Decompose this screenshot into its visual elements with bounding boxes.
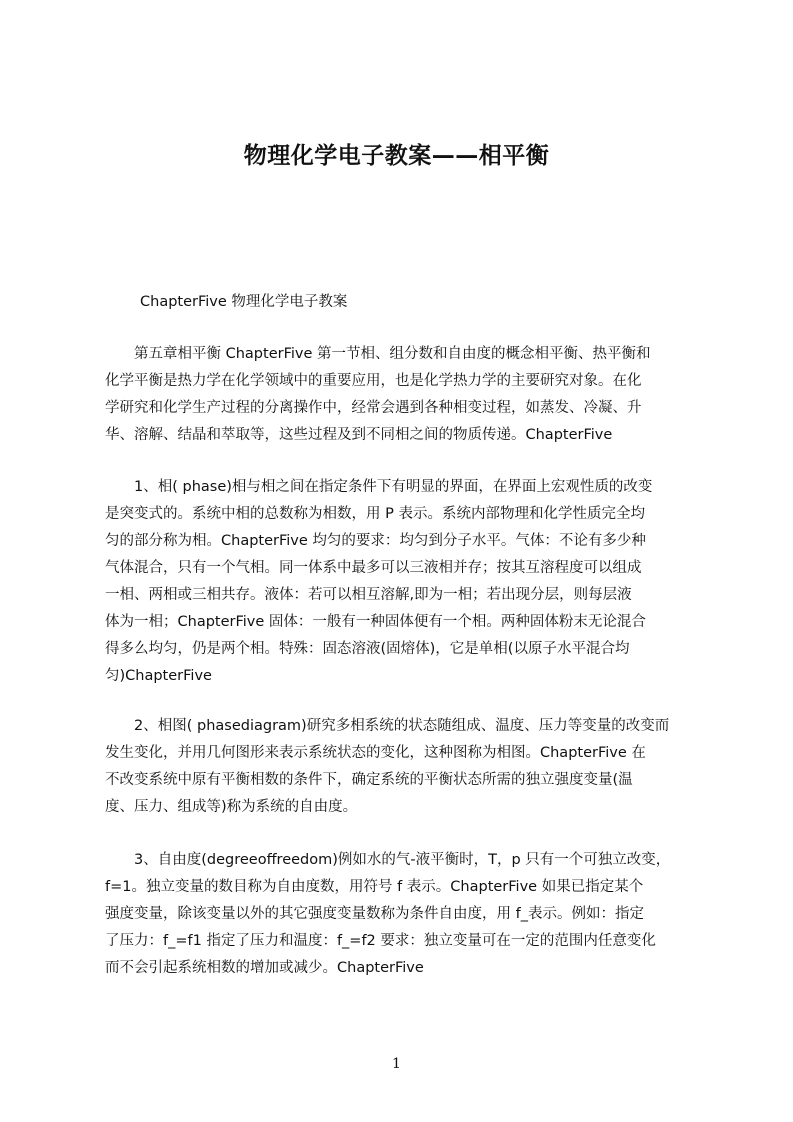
paragraph-phase-diagram: 2、相图( phasediagram)研究多相系统的状态随组成、温度、压力等变量的改变而 发生变化，并用几何图形来表示系统状态的变化，这种图称为相图。ChapterFive 在 不改变系统中原有平衡相数的条件下，确定系统的平衡状态所需的独立强度变量(温 度、压力、组成等)称为系统的自由度。: [105, 718, 670, 815]
page-number: 1: [392, 1056, 401, 1072]
paragraph-degree-of-freedom: 3、自由度(degreeoffreedom)例如水的气-液平衡时，T，p 只有一个可独立改变， f=1。独立变量的数目称为自由度数，用符号 f 表示。ChapterFive 如果已指定某个 强度变量，除该变量以外的其它强度变量数称为条件自由度，用 f_表示。例如：指定 了压力：f_=f1 指定了压力和温度：f_=f2 要求：独立变量可在一定的范围内任意变化 而不会引起系统相数的增加或减少。ChapterFive: [105, 852, 671, 976]
paragraph-phase-definition: 1、相( phase)相与相之间在指定条件下有明显的界面，在界面上宏观性质的改变 是突变式的。系统中相的总数称为相数，用 P 表示。系统内部物理和化学性质完全均 匀的部分称为相。ChapterFive 均匀的要求：均匀到分子水平。气体：不论有多少种 气体混合，只有一个气相。同一体系中最多可以三液相并存；按其互溶程度可以组成 一相、两相或三相共存。液体：若可以相互溶解,即为一相；若出现分层，则每层液 体为一相；ChapterFive 固体：一般有一种固体便有一个相。两种固体粉末无论混合 得多么均匀，仍是两个相。特殊：固态溶液(固熔体)，它是单相(以原子水平混合均 匀)ChapterFive: [105, 479, 653, 684]
document-subtitle: ChapterFive 物理化学电子教案: [140, 294, 348, 310]
paragraph-introduction: 第五章相平衡 ChapterFive 第一节相、组分数和自由度的概念相平衡、热平衡和 化学平衡是热力学在化学领域中的重要应用，也是化学热力学的主要研究对象。在化 学研究和化学生产过程的分离操作中，经常会遇到各种相变过程，如蒸发、冷凝、升 华、溶解、结晶和萃取等，这些过程及到不同相之间的物质传递。ChapterFive: [105, 346, 651, 443]
document-title: 物理化学电子教案——相平衡: [243, 143, 550, 169]
